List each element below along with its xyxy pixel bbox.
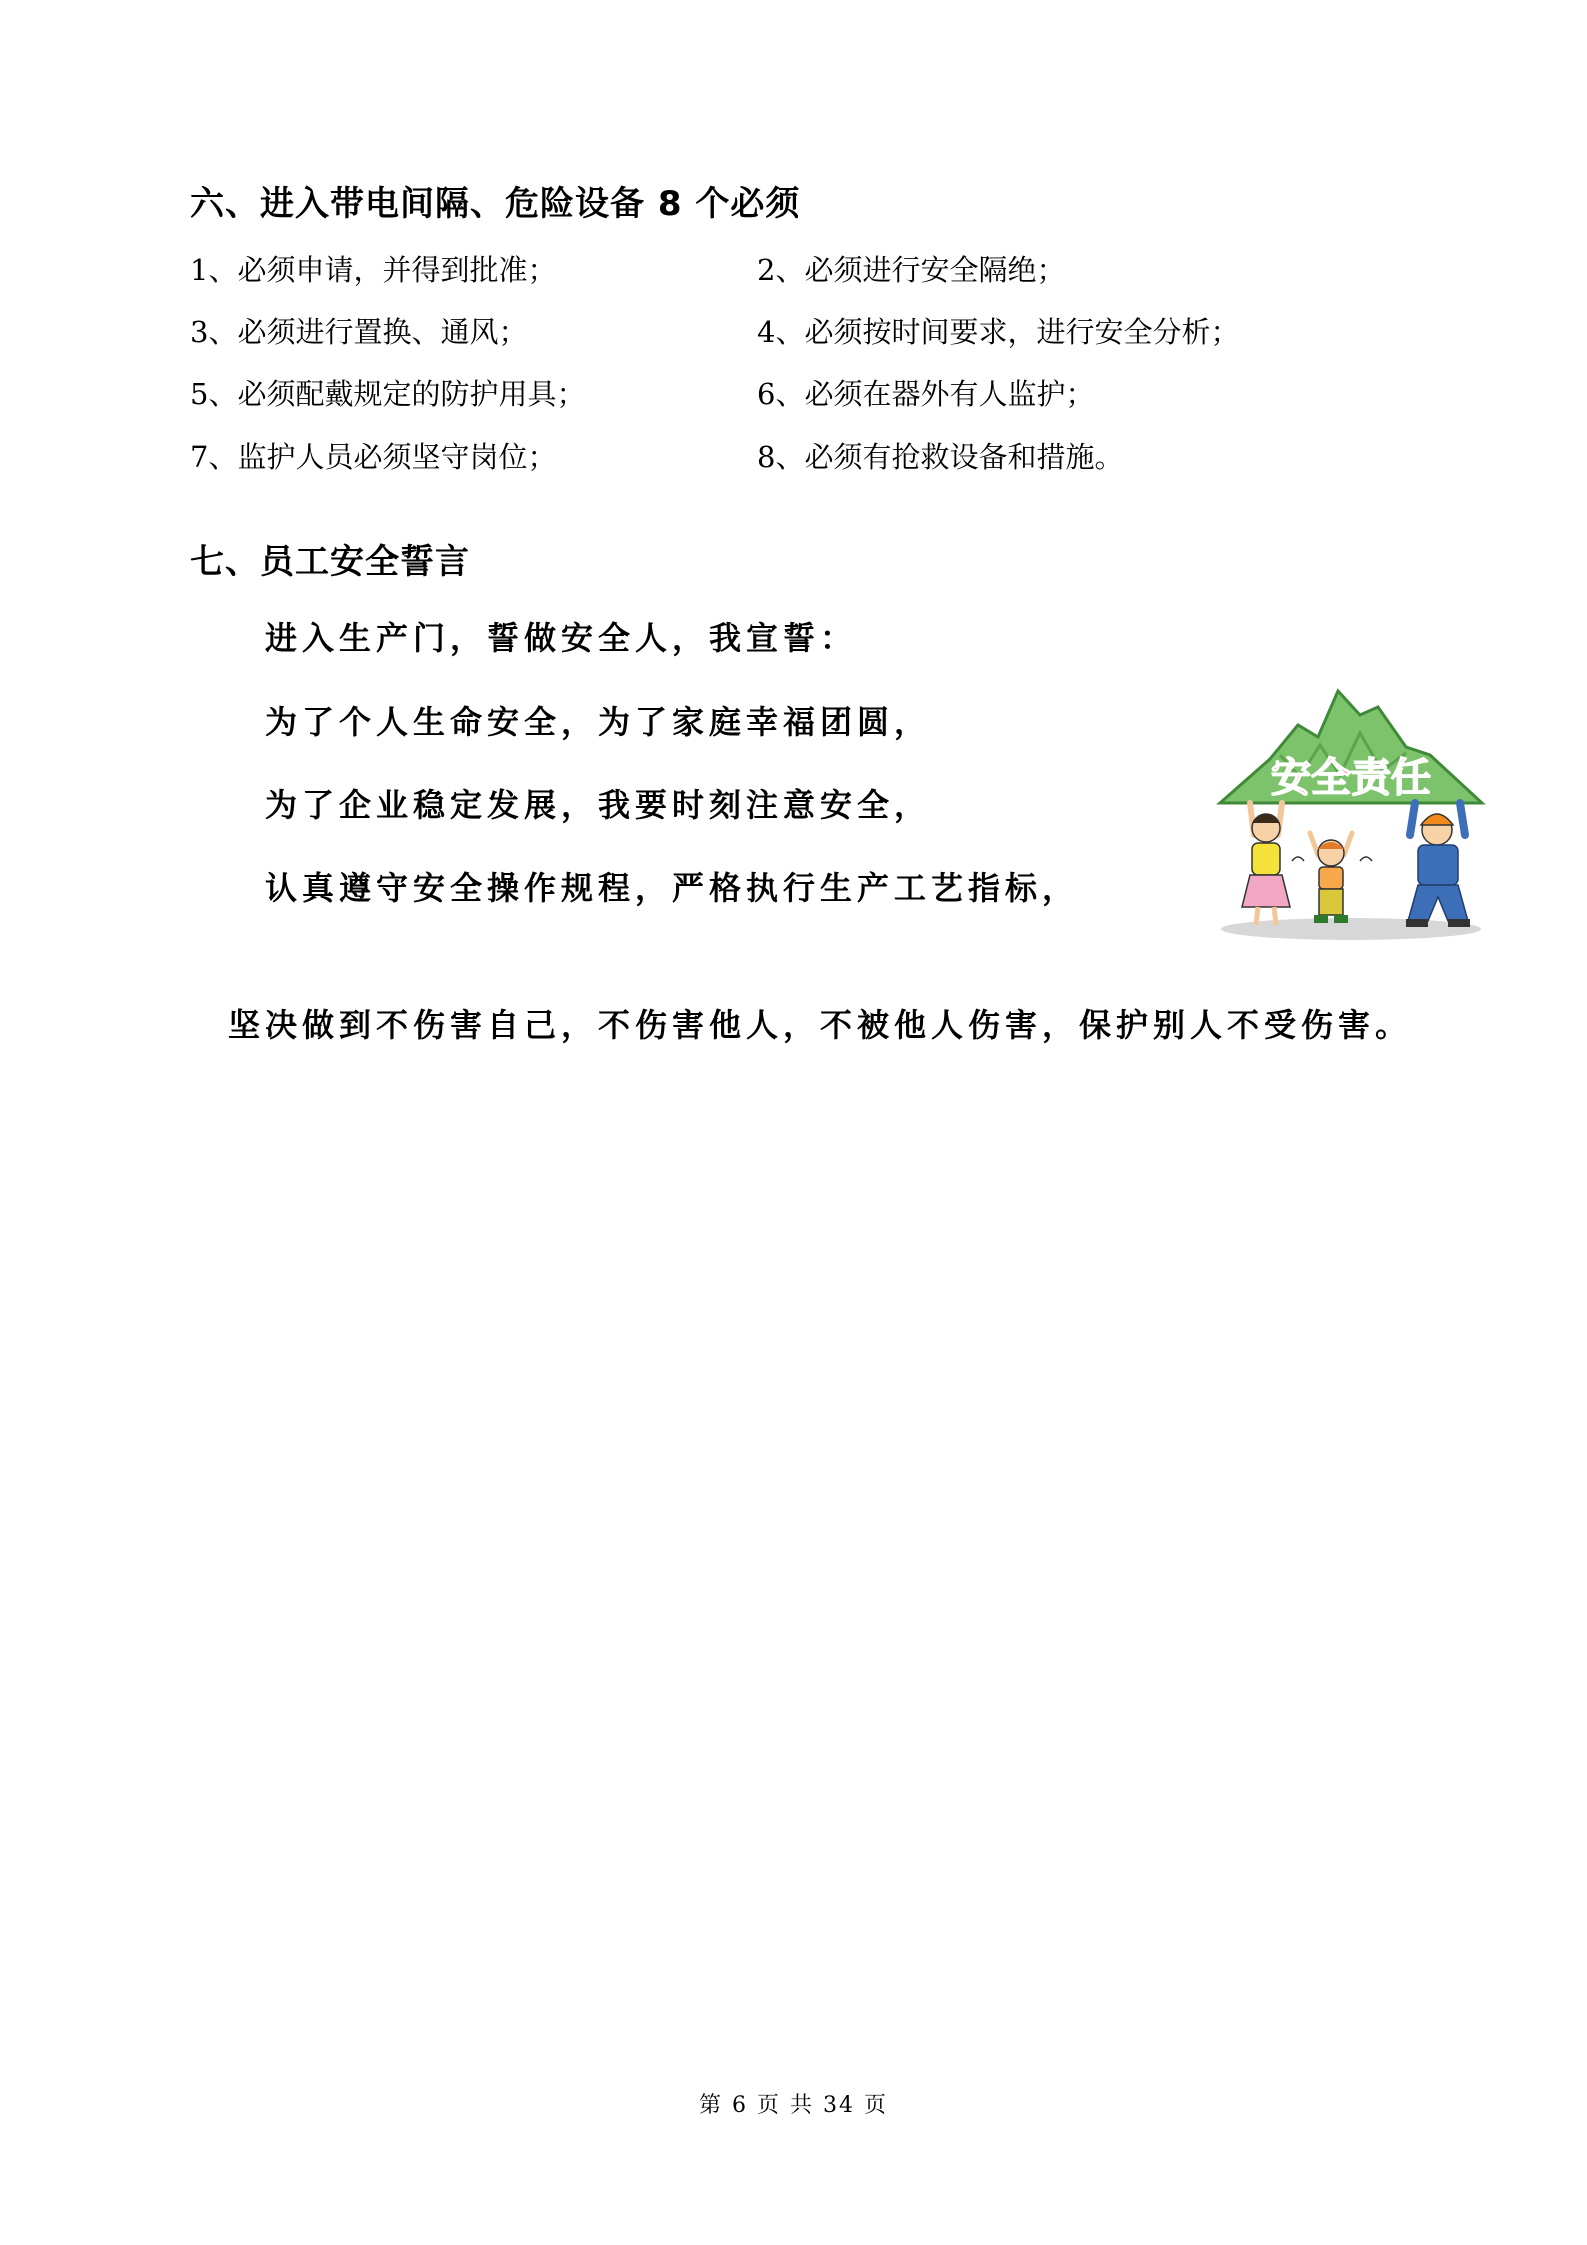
oath-line: 为了个人生命安全，为了家庭幸福团圆， <box>265 703 932 741</box>
section-6-heading: 六、进入带电间隔、危险设备 8 个必须 <box>190 184 801 224</box>
rule-item: 4、必须按时间要求，进行安全分析； <box>757 315 1240 349</box>
oath-line: 为了企业稳定发展，我要时刻注意安全， <box>265 786 932 824</box>
section-7-heading: 七、员工安全誓言 <box>190 542 470 582</box>
sign-text: 安全责任 <box>1271 755 1431 801</box>
oath-line: 认真遵守安全操作规程，严格执行生产工艺指标， <box>265 869 1080 907</box>
rule-item: 2、必须进行安全隔绝； <box>757 253 1066 287</box>
rule-item: 8、必须有抢救设备和措施。 <box>757 440 1124 474</box>
rule-item: 6、必须在器外有人监护； <box>757 377 1095 411</box>
rule-item: 7、监护人员必须坚守岗位； <box>190 440 557 474</box>
page-footer: 第 6 页 共 34 页 <box>699 2093 888 2118</box>
oath-line: 进入生产门，誓做安全人，我宣誓： <box>265 619 858 657</box>
oath-final-line: 坚决做到不伤害自己，不伤害他人，不被他人伤害，保护别人不受伤害。 <box>228 1006 1413 1044</box>
rule-item: 1、必须申请，并得到批准； <box>190 253 557 287</box>
rule-item: 3、必须进行置换、通风； <box>190 315 528 349</box>
mountain-family-image <box>1210 685 1492 943</box>
rule-item: 5、必须配戴规定的防护用具； <box>190 377 586 411</box>
safety-responsibility-illustration <box>1210 685 1492 943</box>
